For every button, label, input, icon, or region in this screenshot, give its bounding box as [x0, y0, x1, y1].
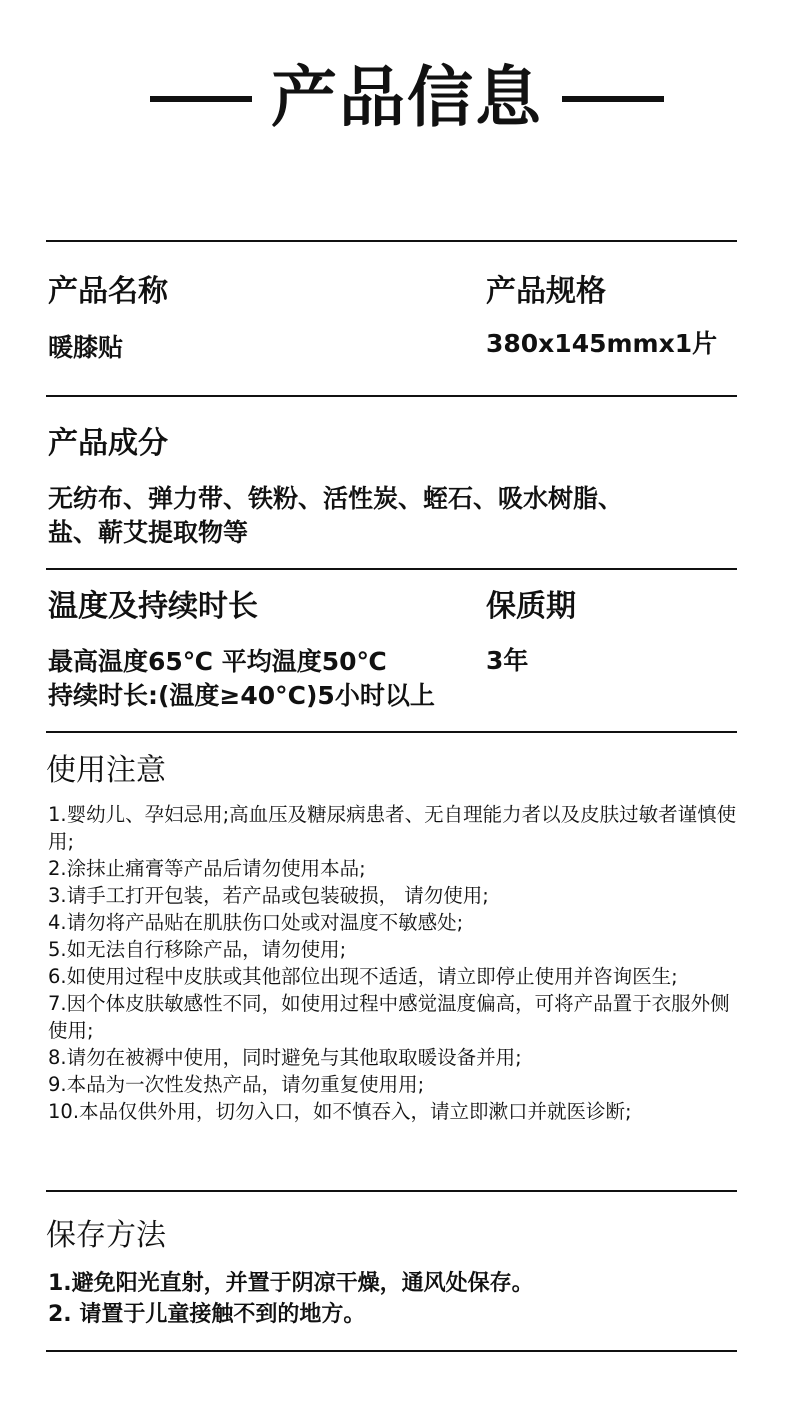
- usage-notes-list: [48, 801, 743, 1125]
- divider: [46, 395, 737, 397]
- list-item: 10.本品仅供外用，切勿入口，如不慎吞入，请立即漱口并就医诊断;: [48, 1100, 632, 1123]
- storage-label: 保存方法: [46, 1218, 166, 1253]
- shelf-life-value: 3年: [486, 646, 529, 675]
- product-name-value: 暖膝贴: [48, 333, 124, 362]
- list-item: 9.本品为一次性发热产品，请勿重复使用用;: [48, 1073, 425, 1096]
- product-spec-label: 产品规格: [486, 274, 606, 309]
- list-item: 1.婴幼儿、孕妇忌用;高血压及糖尿病患者、无自理能力者以及皮肤过敏者谨慎使用;: [48, 803, 737, 853]
- temperature-label: 温度及持续时长: [48, 589, 258, 624]
- ingredients-line: 无纺布、弹力带、铁粉、活性炭、蛭石、吸水树脂、: [48, 484, 624, 513]
- divider: [46, 240, 737, 242]
- shelf-life-label: 保质期: [486, 589, 576, 624]
- temperature-line: 持续时长:(温度≥40°C)5小时以上: [48, 681, 435, 710]
- list-item: 2.涂抹止痛膏等产品后请勿使用本品;: [48, 857, 366, 880]
- temperature-line: 最高温度65℃ 平均温度50℃: [48, 647, 387, 676]
- list-item: 6.如使用过程中皮肤或其他部位出现不适适，请立即停止使用并咨询医生;: [48, 965, 678, 988]
- divider: [46, 731, 737, 733]
- divider: [46, 1350, 737, 1352]
- product-name-label: 产品名称: [48, 274, 168, 309]
- list-item: 5.如无法自行移除产品，请勿使用;: [48, 938, 347, 961]
- storage-list: [48, 1268, 738, 1330]
- list-item: 4.请勿将产品贴在肌肤伤口处或对温度不敏感处;: [48, 911, 464, 934]
- list-item: 2. 请置于儿童接触不到的地方。: [48, 1302, 366, 1327]
- page-title: 产品信息: [271, 59, 543, 136]
- divider: [46, 568, 737, 570]
- divider: [46, 1190, 737, 1192]
- header-rule-right: [562, 96, 664, 102]
- ingredients-label: 产品成分: [48, 426, 168, 461]
- list-item: 7.因个体皮肤敏感性不同，如使用过程中感觉温度偏高，可将产品置于衣服外侧使用;: [48, 992, 730, 1042]
- usage-notes-label: 使用注意: [46, 753, 166, 788]
- header-rule-left: [150, 96, 252, 102]
- ingredients-line: 盐、蕲艾提取物等: [48, 518, 249, 547]
- list-item: 8.请勿在被褥中使用，同时避免与其他取取暖设备并用;: [48, 1046, 522, 1069]
- product-spec-value: 380x145mmx1片: [486, 329, 718, 358]
- list-item: 3.请手工打开包装，若产品或包装破损， 请勿使用;: [48, 884, 489, 907]
- page-header: [0, 52, 790, 144]
- list-item: 1.避免阳光直射，并置于阴凉干燥，通风处保存。: [48, 1271, 534, 1296]
